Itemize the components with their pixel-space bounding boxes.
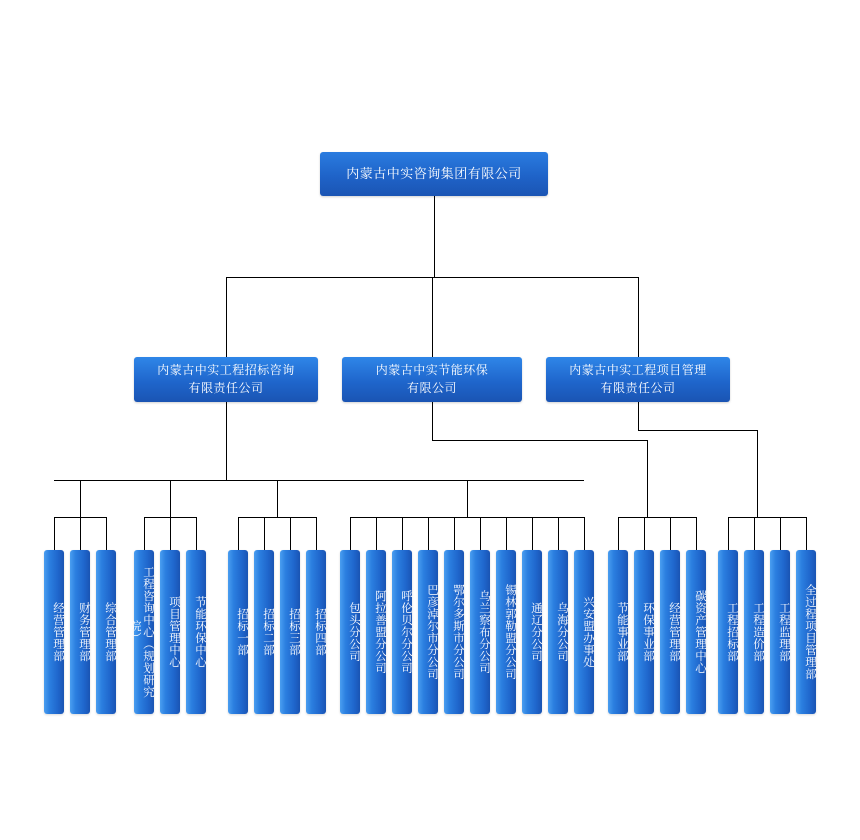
connector-leaf-drop-5 [196,517,197,550]
connector-leaf-drop-16 [506,517,507,550]
connector-leaf-drop-23 [696,517,697,550]
connector-leaf-drop-7 [264,517,265,550]
leaf-node-leaf-05: 项目管理中心 [160,550,180,714]
leaf-node-leaf-18: 通辽分公司 [522,550,542,714]
connector-leaf-drop-0 [54,517,55,550]
leaf-node-leaf-16: 乌兰察布分公司 [470,550,490,714]
leaf-node-leaf-13: 呼伦贝尔分公司 [392,550,412,714]
connector-group-c-stem [277,480,278,517]
connector-leaf-drop-24 [728,517,729,550]
division-node-label [569,362,707,397]
division-line-1: 内蒙古中实工程招标咨询 [157,363,295,378]
connector-div2-jog [432,440,647,441]
division-node-label [157,362,295,397]
division-node-energy [342,357,522,402]
division-node-bidding [134,357,318,402]
leaf-node-leaf-06: 节能环保中心 [186,550,206,714]
connector-leaf-drop-4 [170,517,171,550]
root-node: 内蒙古中实咨询集团有限公司 [320,152,548,196]
leaf-node-leaf-02: 财务管理部 [70,550,90,714]
leaf-node-leaf-27: 工程监理部 [770,550,790,714]
connector-group-a-stem [80,480,81,517]
connector-div1-bus [54,480,584,481]
leaf-node-leaf-08: 招标二部 [254,550,274,714]
connector-root-stem [434,196,435,277]
connector-leaf-drop-3 [144,517,145,550]
connector-leaf-drop-2 [106,517,107,550]
connector-group-f-bus [728,517,806,518]
leaf-node-leaf-14: 巴彦淖尔市分公司 [418,550,438,714]
leaf-node-leaf-12: 阿拉善盟分公司 [366,550,386,714]
leaf-node-leaf-09: 招标三部 [280,550,300,714]
connector-div3-jog [638,430,757,431]
leaf-node-leaf-26: 工程造价部 [744,550,764,714]
leaf-node-leaf-19: 乌海分公司 [548,550,568,714]
connector-level2-drop-0 [226,277,227,357]
connector-leaf-drop-17 [532,517,533,550]
connector-leaf-drop-1 [80,517,81,550]
connector-div1-stem [226,402,227,480]
connector-leaf-drop-26 [780,517,781,550]
division-line-1: 内蒙古中实工程项目管理 [569,363,707,378]
connector-leaf-drop-20 [618,517,619,550]
leaf-node-leaf-10: 招标四部 [306,550,326,714]
connector-leaf-drop-18 [558,517,559,550]
connector-leaf-drop-6 [238,517,239,550]
division-line-2: 有限责任公司 [188,380,264,395]
leaf-node-leaf-07: 招标一部 [228,550,248,714]
connector-group-d-stem [467,480,468,517]
connector-leaf-drop-12 [402,517,403,550]
leaf-node-leaf-20: 兴安盟办事处 [574,550,594,714]
leaf-node-leaf-15: 鄂尔多斯市分公司 [444,550,464,714]
connector-leaf-drop-25 [754,517,755,550]
connector-leaf-drop-27 [806,517,807,550]
leaf-node-leaf-21: 节能事业部 [608,550,628,714]
division-line-1: 内蒙古中实节能环保 [375,363,489,378]
leaf-node-leaf-04: 工程咨询中心（规划研究院） [134,550,154,714]
connector-leaf-drop-14 [454,517,455,550]
leaf-node-leaf-22: 环保事业部 [634,550,654,714]
division-node-project [546,357,730,402]
connector-leaf-drop-10 [350,517,351,550]
connector-leaf-drop-19 [584,517,585,550]
leaf-node-leaf-17: 锡林郭勒盟分公司 [496,550,516,714]
connector-div2-stem [432,402,433,440]
division-line-2: 有限责任公司 [600,380,676,395]
connector-div2-drop [647,440,648,517]
leaf-node-leaf-24: 碳资产管理中心 [686,550,706,714]
leaf-node-leaf-25: 工程招标部 [718,550,738,714]
connector-group-e-bus [618,517,696,518]
connector-leaf-drop-15 [480,517,481,550]
connector-group-d-bus [350,517,584,518]
leaf-node-leaf-01: 经营管理部 [44,550,64,714]
connector-level2-drop-1 [432,277,433,357]
connector-group-c-bus [238,517,316,518]
connector-div3-stem [638,402,639,430]
connector-group-b-stem [170,480,171,517]
connector-level2-drop-2 [638,277,639,357]
connector-leaf-drop-11 [376,517,377,550]
leaf-node-leaf-03: 综合管理部 [96,550,116,714]
leaf-node-leaf-23: 经营管理部 [660,550,680,714]
division-node-label [376,362,489,397]
connector-leaf-drop-13 [428,517,429,550]
leaf-node-leaf-28: 全过程项目管理部 [796,550,816,714]
connector-leaf-drop-9 [316,517,317,550]
connector-leaf-drop-22 [670,517,671,550]
connector-leaf-drop-8 [290,517,291,550]
leaf-node-leaf-11: 包头分公司 [340,550,360,714]
division-line-2: 有限公司 [406,380,457,395]
connector-leaf-drop-21 [644,517,645,550]
connector-div3-drop [757,430,758,517]
